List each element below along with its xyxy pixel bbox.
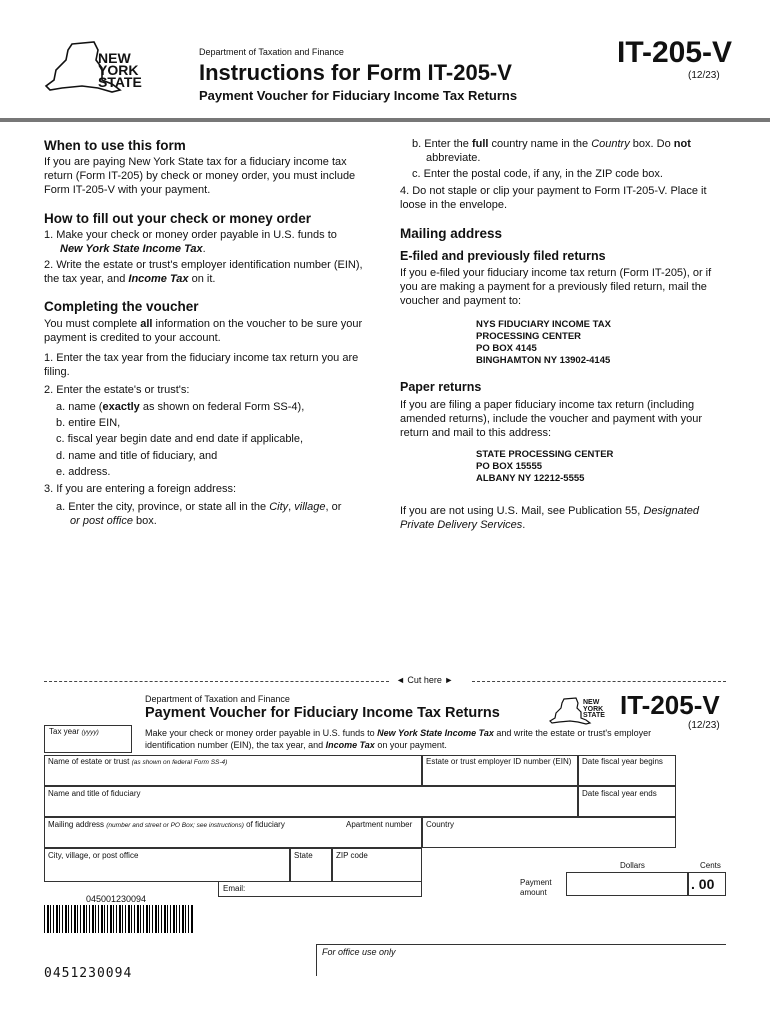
step-3a-end: box. <box>136 515 157 527</box>
mailing-address-label: Mailing address (number and street or PO Box; see instructions) of fiduciary <box>48 820 285 829</box>
fy-begin-field[interactable] <box>578 755 676 786</box>
dash-left <box>44 681 389 682</box>
usps-c: . <box>522 519 526 531</box>
private-delivery-text <box>400 504 730 532</box>
step-2a-a: a. name ( <box>56 401 103 413</box>
payment-amount-label: Payment amount <box>520 878 552 897</box>
paper-heading: Paper returns <box>400 380 482 394</box>
b-3: country name in the <box>491 138 589 150</box>
office-use-label: For office use only <box>322 947 396 957</box>
payee-name: New York State Income Tax <box>60 243 203 255</box>
step-2a-c: as shown on federal Form SS-4), <box>142 401 305 413</box>
dollars-input[interactable] <box>566 872 688 896</box>
ein-field[interactable] <box>422 755 578 786</box>
step-3: 3. If you are entering a foreign address: <box>44 483 237 495</box>
b-5: box. Do <box>632 138 671 150</box>
cut-line <box>44 675 726 687</box>
completing-b: all <box>140 318 153 330</box>
step-1: 1. Enter the tax year from the fiduciary income tax return you are filing. <box>44 352 359 378</box>
when-text: If you are paying New York State tax for a fiduciary income tax return (Form IT-205) by check or money order, you must include Form IT-205-V with your payment. <box>44 156 356 196</box>
address-line: PO BOX 15555 <box>476 461 543 472</box>
apartment-label: Apartment number <box>346 820 413 829</box>
step-3a: a. Enter the city, province, or state all in the City, village, or or post office box. <box>56 501 342 527</box>
income-tax-emph: Income Tax <box>128 273 189 285</box>
b-2: full <box>471 138 489 150</box>
dollars-label: Dollars <box>620 861 645 870</box>
step-2b: b. entire EIN, <box>56 417 121 429</box>
efiled-heading: E-filed and previously filed returns <box>400 249 606 263</box>
office-divider-v <box>316 944 317 976</box>
step-3a-a: a. Enter the city, province, or state all in the <box>56 501 267 513</box>
ein-label: Estate or trust employer ID number (EIN) <box>426 757 572 766</box>
address-efiled <box>476 319 611 367</box>
step-2c: c. fiscal year begin date and end date if applicable, <box>56 433 304 445</box>
how-1-text: 1. Make your check or money order payable in U.S. funds to <box>44 229 337 241</box>
city-label: City, village, or post office <box>48 851 139 860</box>
or-text: or <box>331 501 342 513</box>
instr-d: Income Tax <box>325 740 375 750</box>
how-heading: How to fill out your check or money order <box>44 211 312 226</box>
country-field[interactable] <box>422 817 676 848</box>
completing-heading: Completing the voucher <box>44 299 199 314</box>
completing-text <box>44 317 374 345</box>
fy-begin-label: Date fiscal year begins <box>582 757 663 766</box>
email-label: Email: <box>223 884 246 893</box>
step-3a-village: village <box>294 501 326 513</box>
step-4: 4. Do not staple or clip your payment to Form IT-205-V. Place it loose in the envelope. <box>400 185 707 211</box>
city-field[interactable] <box>44 848 290 882</box>
page-title: Instructions for Form IT-205-V <box>199 60 512 85</box>
period: . <box>202 243 206 255</box>
logo-text: NEW YORK STATE <box>98 50 142 90</box>
step-2e: e. address. <box>56 466 111 478</box>
estate-name-label: Name of estate or trust (as shown on federal Form SS-4) <box>48 757 228 766</box>
zip-label: ZIP code <box>336 851 368 860</box>
cents-input[interactable] <box>688 872 726 896</box>
form-number: IT-205-V <box>617 36 733 69</box>
efiled-text: If you e-filed your fiduciary income tax return (Form IT-205), or if you are making a payment for a previously filed return, mail the voucher and payment to: <box>400 267 712 307</box>
address-line: PO BOX 4145 <box>476 343 537 354</box>
address-line: STATE PROCESSING CENTER <box>476 449 614 460</box>
tax-year-field[interactable] <box>44 725 132 753</box>
voucher-revision: (12/23) <box>688 720 720 731</box>
header-rule <box>0 118 770 122</box>
b-6: not <box>673 138 691 150</box>
usps-a: If you are not using U.S. Mail, see Publication 55, <box>400 505 641 517</box>
dash-right <box>472 681 726 682</box>
paper-text: If you are filing a paper fiduciary income tax return (including amended returns), include the voucher and payment with your return and mail to this address: <box>400 399 703 439</box>
how-step-2 <box>44 258 374 286</box>
state-field[interactable] <box>290 848 332 882</box>
cents-value: . 00 <box>691 876 715 892</box>
step-3a-po: or post office <box>70 515 133 527</box>
b-7: abbreviate. <box>426 152 481 164</box>
fy-end-label: Date fiscal year ends <box>582 789 657 798</box>
voucher-department: Department of Taxation and Finance <box>145 694 290 704</box>
instr-e: on your payment. <box>377 740 447 750</box>
department: Department of Taxation and Finance <box>199 47 344 57</box>
office-divider-h <box>316 944 726 945</box>
how-2-text: 2. Write the estate or trust's employer identification number (EIN), the tax year, and <box>44 259 363 285</box>
b-1: b. Enter the <box>412 138 469 150</box>
instr-a: Make your check or money order payable in U.S. funds to <box>145 728 375 738</box>
estate-name-field[interactable] <box>44 755 422 786</box>
step-2: 2. Enter the estate's or trust's: <box>44 384 190 396</box>
step-3c: c. Enter the postal code, if any, in the ZIP code box. <box>412 168 663 180</box>
step-3b <box>412 137 732 165</box>
cut-here-label: ◄ Cut here ► <box>396 675 454 685</box>
address-line: ALBANY NY 12212-5555 <box>476 473 585 484</box>
state-label: State <box>294 851 313 860</box>
scan-line-number: 0451230094 <box>44 966 133 981</box>
fiduciary-field[interactable] <box>44 786 578 817</box>
barcode-image <box>44 905 194 933</box>
instr-b: New York State Income Tax <box>377 728 494 738</box>
barcode-number: 045001230094 <box>86 894 147 904</box>
address-line: NYS FIDUCIARY INCOME TAX <box>476 319 611 330</box>
step-2a <box>56 400 304 414</box>
cents-label: Cents <box>700 861 721 870</box>
completing-a: You must complete <box>44 318 138 330</box>
fy-end-field[interactable] <box>578 786 676 817</box>
voucher-logo-text: NEW YORK STATE <box>583 699 605 719</box>
how-2-end: on it. <box>191 273 216 285</box>
email-field[interactable] <box>218 882 422 897</box>
zip-field[interactable] <box>332 848 422 882</box>
step-3a-city: City <box>269 501 289 513</box>
instr-c: and write the estate or trust's employer identification number (EIN), the tax year, and <box>145 728 652 750</box>
address-line: BINGHAMTON NY 13902-4145 <box>476 355 611 366</box>
revision-date: (12/23) <box>688 70 720 81</box>
when-heading: When to use this form <box>44 138 186 153</box>
how-step-1 <box>44 228 374 256</box>
country-label: Country <box>426 820 455 829</box>
voucher-title: Payment Voucher for Fiduciary Income Tax Returns <box>145 705 500 721</box>
address-paper <box>476 449 613 485</box>
b-4: Country <box>591 138 630 150</box>
mailing-address-field[interactable] <box>44 817 422 848</box>
step-2a-b: exactly <box>102 401 140 413</box>
step-2d: d. name and title of fiduciary, and <box>56 450 218 462</box>
mailing-heading: Mailing address <box>400 226 503 241</box>
voucher-instructions <box>145 727 665 751</box>
fiduciary-label: Name and title of fiduciary <box>48 789 141 798</box>
page-subtitle: Payment Voucher for Fiduciary Income Tax Returns <box>199 88 518 103</box>
completing-c: information on the voucher to be sure your payment is credited to your account. <box>44 318 363 344</box>
address-line: PROCESSING CENTER <box>476 331 582 342</box>
voucher-form-number: IT-205-V <box>620 690 720 720</box>
tax-year-label: Tax year (yyyy) <box>49 727 99 736</box>
usps-b: Designated Private Delivery Services <box>400 505 700 531</box>
